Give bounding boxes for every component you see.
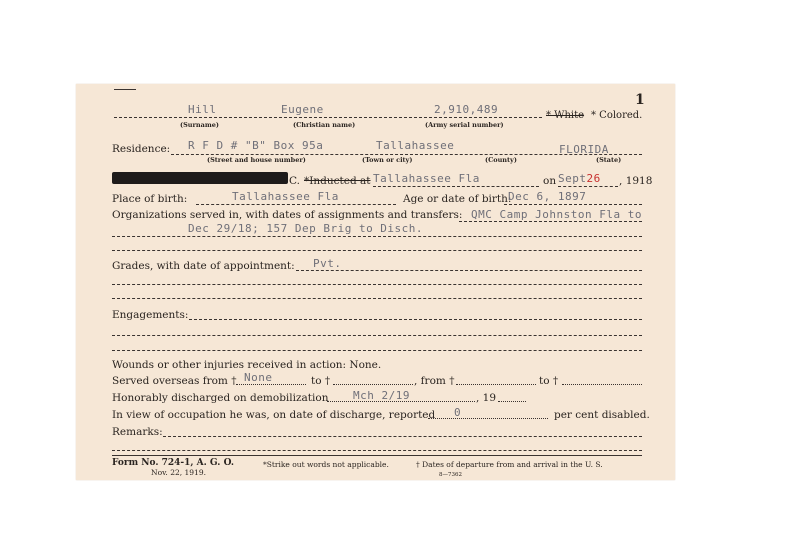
overseas-from2-label: , from †: [414, 375, 455, 387]
overseas-to2-label: to †: [539, 375, 559, 387]
engagements-line3: [112, 350, 642, 351]
overseas-label: Served overseas from †: [112, 375, 237, 387]
place-of-birth-value: Tallahassee Fla: [232, 190, 339, 203]
discharge-line: [327, 401, 475, 402]
organizations-value-line2: Dec 29/18; 157 Dep Brig to Disch.: [188, 222, 424, 235]
engagements-label: Engagements:: [112, 309, 189, 321]
county-caption: (County): [485, 156, 517, 164]
footer-rule: [112, 455, 642, 456]
inducted-line: [373, 186, 539, 187]
street-value: R F D # "B" Box 95a: [188, 139, 324, 152]
town-caption: (Town or city): [362, 156, 413, 164]
top-tick-line: [114, 89, 136, 90]
organizations-value-line1: QMC Camp Johnston Fla to: [471, 208, 642, 221]
overseas-from2-line: [456, 384, 536, 385]
form-number: Form No. 724-1, A. G. O.: [112, 458, 235, 468]
army-serial-value: 2,910,489: [434, 103, 499, 116]
grades-line1: [296, 270, 642, 271]
form-date: Nov. 22, 1919.: [151, 468, 206, 477]
organizations-line1: [459, 221, 642, 222]
overseas-from-line: [236, 384, 306, 385]
street-caption: (Street and house number): [207, 156, 306, 164]
engagements-line1: [189, 319, 642, 320]
remarks-label: Remarks:: [112, 426, 163, 438]
name-line: [114, 117, 542, 118]
dates-note: † Dates of departure from and arrival in the U. S.: [416, 460, 603, 469]
engagements-line2: [112, 335, 642, 336]
surname-caption: (Surname): [180, 121, 219, 129]
wounds-text: Wounds or other injuries received in action: None.: [112, 359, 382, 371]
age-label: Age or date of birth:: [403, 193, 512, 205]
inducted-label: *Inducted at: [304, 175, 371, 187]
surname-value: Hill: [188, 103, 217, 116]
grades-label: Grades, with date of appointment:: [112, 260, 295, 272]
overseas-from-value: None: [244, 371, 273, 384]
white-option: * White: [546, 110, 585, 121]
age-value: Dec 6, 1897: [508, 190, 587, 203]
discharge-label: Honorably discharged on demobilization: [112, 392, 329, 404]
redaction-mark: [112, 172, 288, 184]
card-number: 1: [635, 92, 645, 108]
discharge-year-suffix: , 19: [476, 392, 497, 404]
grades-line3: [112, 298, 642, 299]
induction-date-line: [558, 186, 618, 187]
disability-line: [428, 418, 548, 419]
c-label: C.: [289, 175, 300, 187]
town-value: Tallahassee: [376, 139, 455, 152]
disability-suffix: per cent disabled.: [554, 409, 650, 421]
discharge-value: Mch 2/19: [353, 389, 410, 402]
induction-date-value: Sept26: [558, 172, 601, 185]
discharge-year-line: [498, 401, 526, 402]
remarks-line1: [163, 436, 642, 437]
inducted-at-value: Tallahassee Fla: [373, 172, 480, 185]
organizations-line2: [112, 236, 642, 237]
colored-option: * Colored.: [591, 110, 643, 121]
place-of-birth-label: Place of birth:: [112, 193, 188, 205]
christian-name-value: Eugene: [281, 103, 324, 116]
grades-value: Pvt.: [313, 257, 342, 270]
remarks-line2: [112, 450, 642, 451]
overseas-to2-line: [562, 384, 642, 385]
christian-name-caption: (Christian name): [293, 121, 356, 129]
residence-line: [171, 154, 642, 155]
overseas-to-line: [333, 384, 413, 385]
organizations-label: Organizations served in, with dates of assignments and transfers:: [112, 209, 463, 221]
organizations-line3: [112, 250, 642, 251]
place-of-birth-line: [196, 204, 396, 205]
residence-label: Residence:: [112, 143, 171, 155]
state-value: FLORIDA: [559, 143, 609, 156]
service-record-card: [76, 84, 675, 480]
on-label: on: [543, 175, 557, 187]
disability-label: In view of occupation he was, on date of discharge, reported: [112, 409, 436, 421]
overseas-to-label: to †: [311, 375, 331, 387]
strike-note: *Strike out words not applicable.: [263, 460, 389, 469]
induction-year: , 1918: [619, 175, 653, 187]
age-line: [504, 204, 642, 205]
state-caption: (State): [596, 156, 622, 164]
grades-line2: [112, 284, 642, 285]
disability-value: 0: [454, 406, 462, 419]
print-code: 8—7362: [439, 472, 462, 478]
serial-caption: (Army serial number): [425, 121, 504, 129]
